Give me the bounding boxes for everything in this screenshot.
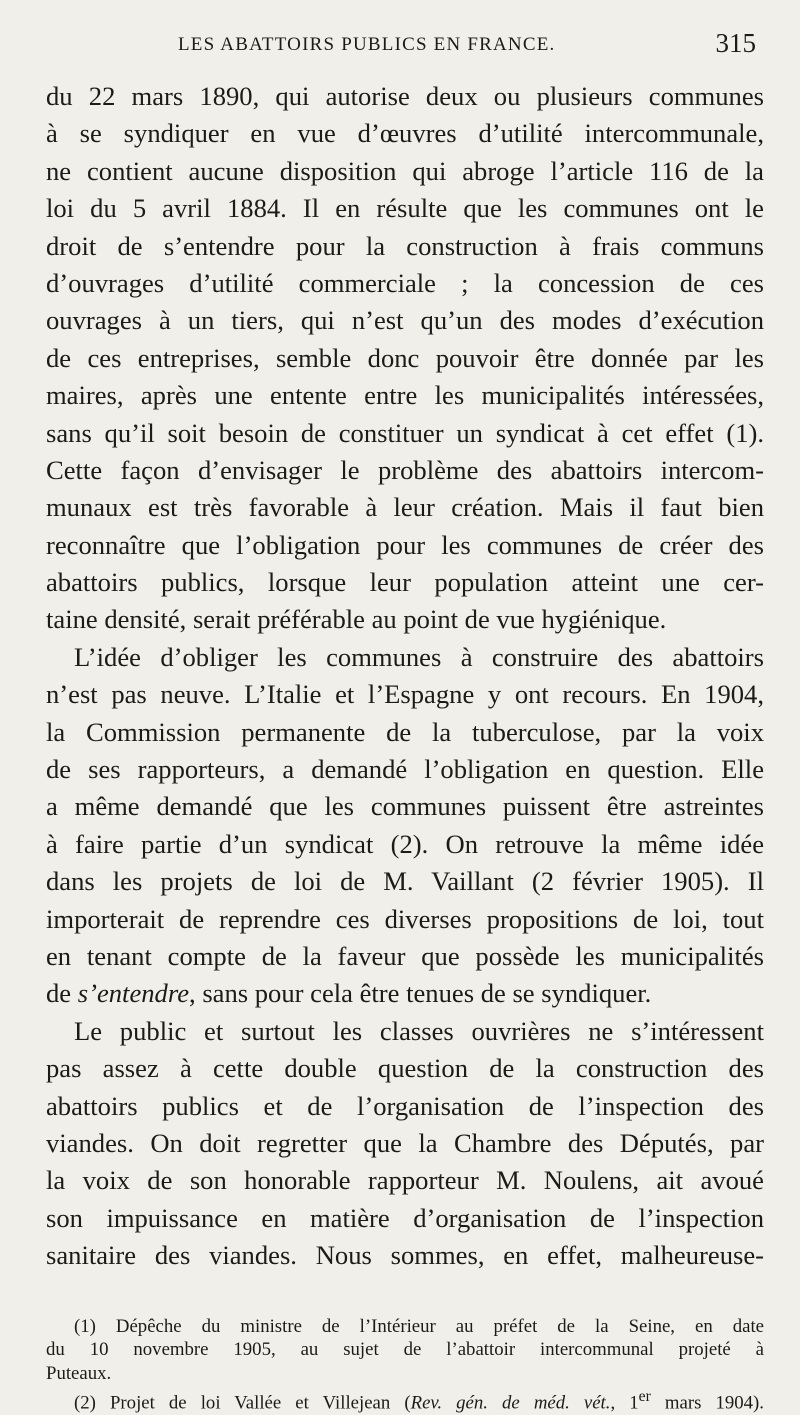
text-line: loi du 5 avril 1884. Il en résulte que les communes ont le xyxy=(46,193,764,224)
footnote-2-line xyxy=(46,1385,764,1415)
text-line: à se syndiquer en vue d’œuvres d’utilité intercommunale, xyxy=(46,118,764,149)
text-line: d’ouvrages d’utilité commerciale ; la concession de ces xyxy=(46,267,764,298)
text-line: L’idée d’obliger les communes à construire des abattoirs xyxy=(74,641,764,672)
text-line: n’est pas neuve. L’Italie et l’Espagne y ont recours. En 1904, xyxy=(46,679,764,710)
text-line: importerait de reprendre ces diverses propositions de loi, tout xyxy=(46,903,764,934)
text-line: taine densité, serait préférable au point de vue hygiénique. xyxy=(46,604,667,635)
footnote-1-line: Puteaux. xyxy=(46,1362,112,1384)
text-line: la voix de son honorable rapporteur M. Noulens, ait avoué xyxy=(46,1165,764,1196)
text-line: ouvrages à un tiers, qui n’est qu’un des modes d’exécution xyxy=(46,305,764,336)
text-line: du 22 mars 1890, qui autorise deux ou plusieurs communes xyxy=(46,81,764,111)
running-title: LES ABATTOIRS PUBLICS EN FRANCE. xyxy=(178,34,556,55)
text-line: abattoirs publics et de l’organisation de l’inspection des xyxy=(46,1090,764,1121)
text-line xyxy=(46,975,764,1012)
text-line: la Commission permanente de la tuberculose, par la voix xyxy=(46,716,764,747)
text-line: dans les projets de loi de M. Vaillant (2 février 1905). Il xyxy=(46,866,764,897)
text-line: sans qu’il soit besoin de constituer un syndicat à cet effet (1). xyxy=(46,417,764,448)
running-head xyxy=(46,22,764,78)
text-line: Cette façon d’envisager le problème des abattoirs intercom- xyxy=(46,454,764,485)
text-line: de ses rapporteurs, a demandé l’obligation en question. Elle xyxy=(46,754,764,785)
text-line: abattoirs publics, lorsque leur population atteint une cer- xyxy=(46,567,764,598)
text-line: Le public et surtout les classes ouvrières ne s’intéressent xyxy=(74,1015,764,1046)
text-line: reconnaître que l’obligation pour les communes de créer des xyxy=(46,529,764,560)
body-text xyxy=(46,78,764,1275)
footnote-text: (2) Projet de loi Vallée et Villejean ( xyxy=(74,1392,411,1414)
text-line: son impuissance en matière d’organisation de l’inspection xyxy=(46,1202,764,1233)
footnote-text: , 1 xyxy=(610,1392,639,1414)
footnote-superscript: er xyxy=(638,1388,651,1405)
text-line: ne contient aucune disposition qui abroge l’article 116 de la xyxy=(46,155,764,186)
text-line: pas assez à cette double question de la construction des xyxy=(46,1053,764,1084)
text-line: de ces entreprises, semble donc pouvoir être donnée par les xyxy=(46,342,764,373)
footnotes xyxy=(46,1315,764,1415)
text-line: droit de s’entendre pour la construction à frais communs xyxy=(46,230,764,261)
text-run: de xyxy=(46,978,78,1009)
italic-term: s’entendre xyxy=(77,978,190,1009)
text-line: sanitaire des viandes. Nous sommes, en effet, malheureuse- xyxy=(46,1240,764,1271)
text-run: , sans pour cela être tenues de se syndiquer. xyxy=(189,978,652,1009)
text-line: en tenant compte de la faveur que possède les municipalités xyxy=(46,940,764,971)
footnote-1-line: (1) Dépêche du ministre de l’Intérieur au préfet de la Seine, en date xyxy=(74,1315,764,1337)
footnote-journal-title: Rev. gén. de méd. vét. xyxy=(410,1392,611,1414)
text-line: a même demandé que les communes puissent être astreintes xyxy=(46,791,764,822)
footnote-1-line: du 10 novembre 1905, au sujet de l’abattoir intercommunal projeté à xyxy=(46,1339,764,1360)
text-line: munaux est très favorable à leur création. Mais il faut bien xyxy=(46,492,764,523)
book-page xyxy=(46,22,764,1415)
text-line: viandes. On doit regretter que la Chambre des Députés, par xyxy=(46,1127,764,1158)
text-line: à faire partie d’un syndicat (2). On retrouve la même idée xyxy=(46,828,764,859)
footnote-text: mars 1904). xyxy=(650,1392,764,1414)
page-number: 315 xyxy=(715,28,756,58)
text-line: maires, après une entente entre les municipalités intéressées, xyxy=(46,380,764,411)
